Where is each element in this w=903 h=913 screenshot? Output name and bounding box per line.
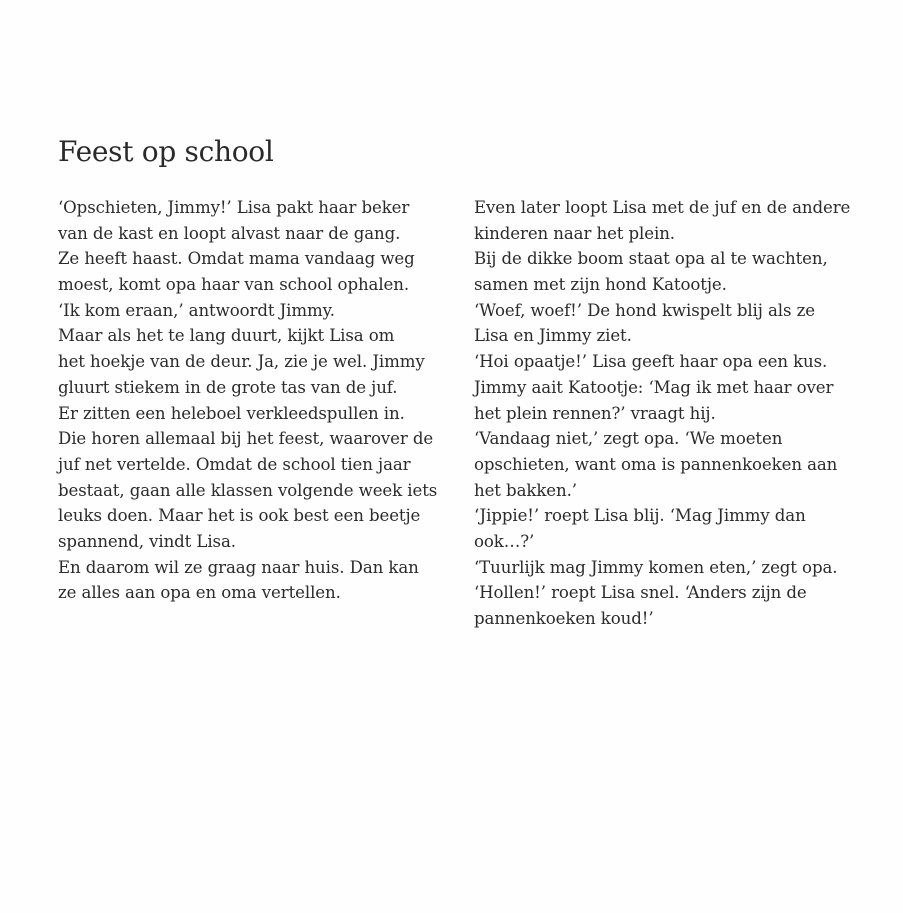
text-line: het hoekje van de deur. Ja, zie je wel. Jimmy (58, 352, 425, 372)
text-line: ook…?’ (474, 531, 535, 551)
text-line: Jimmy aait Katootje: ‘Mag ik met haar over (474, 377, 834, 397)
text-line: ‘Ik kom eraan,’ antwoordt Jimmy. (58, 300, 335, 320)
text-line: Ze heeft haast. Omdat mama vandaag weg (58, 249, 415, 269)
text-line: bestaat, gaan alle klassen volgende week iets (58, 480, 438, 500)
text-line: het bakken.’ (474, 480, 577, 500)
text-line: Die horen allemaal bij het feest, waarover de (58, 429, 434, 449)
text-line: spannend, vindt Lisa. (58, 531, 236, 551)
text-line: Lisa en Jimmy ziet. (474, 326, 632, 346)
text-line: leuks doen. Maar het is ook best een beetje (58, 506, 421, 526)
text-line: juf net vertelde. Omdat de school tien jaar (58, 454, 411, 474)
text-line: ‘Hollen!’ roept Lisa snel. ‘Anders zijn de (474, 583, 807, 603)
text-line: opschieten, want oma is pannenkoeken aan (474, 454, 838, 474)
text-line: ‘Woef, woef!’ De hond kwispelt blij als ze (474, 300, 815, 320)
text-line: kinderen naar het plein. (474, 223, 675, 243)
left-text-column (58, 195, 438, 606)
text-line: moest, komt opa haar van school ophalen. (58, 275, 410, 295)
page-title: Feest op school (58, 135, 274, 168)
text-line: van de kast en loopt alvast naar de gang. (58, 223, 401, 243)
text-line: samen met zijn hond Katootje. (474, 275, 727, 295)
text-line: ‘Hoi opaatje!’ Lisa geeft haar opa een kus. (474, 352, 828, 372)
text-line: gluurt stiekem in de grote tas van de juf. (58, 377, 398, 397)
text-line: Er zitten een heleboel verkleedspullen in. (58, 403, 405, 423)
text-line: ‘Opschieten, Jimmy!’ Lisa pakt haar beker (58, 198, 410, 217)
text-line: ‘Tuurlijk mag Jimmy komen eten,’ zegt opa. (474, 557, 838, 577)
text-line: ‘Jippie!’ roept Lisa blij. ‘Mag Jimmy dan (474, 506, 806, 526)
text-line: Even later loopt Lisa met de juf en de andere (474, 198, 851, 217)
text-line: ‘Vandaag niet,’ zegt opa. ‘We moeten (474, 429, 783, 449)
text-line: het plein rennen?’ vraagt hij. (474, 403, 716, 423)
text-line: En daarom wil ze graag naar huis. Dan kan (58, 557, 419, 577)
text-line: Maar als het te lang duurt, kijkt Lisa om (58, 326, 395, 346)
text-line: Bij de dikke boom staat opa al te wachten, (474, 249, 828, 269)
text-line: ze alles aan opa en oma vertellen. (58, 583, 341, 603)
right-text-column (474, 195, 864, 632)
text-line: pannenkoeken koud!’ (474, 609, 654, 628)
